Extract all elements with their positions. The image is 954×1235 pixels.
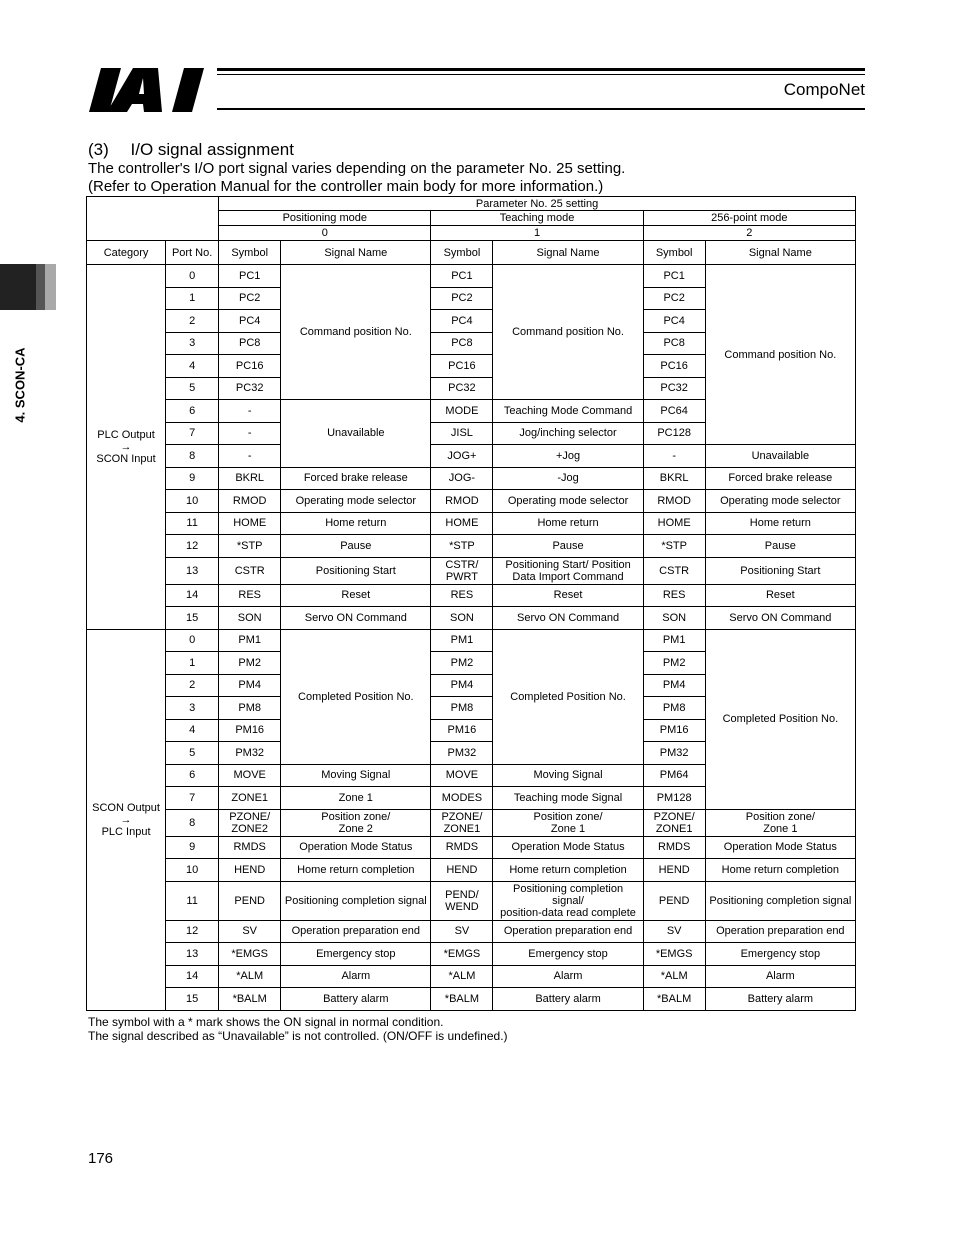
- signal-symbol: PC8: [431, 332, 493, 355]
- port-number: 14: [166, 584, 219, 607]
- mode-value: 1: [431, 226, 643, 241]
- signal-name: Operation Mode Status: [493, 836, 643, 859]
- signal-name: Servo ON Command: [281, 607, 431, 630]
- table-row: [87, 920, 856, 943]
- signal-name: Command position No.: [705, 265, 855, 445]
- header-blank: [87, 197, 219, 241]
- col-signal-name: Signal Name: [281, 241, 431, 265]
- signal-name: Emergency stop: [705, 943, 855, 966]
- param-header: Parameter No. 25 setting: [219, 197, 856, 211]
- signal-symbol: MOVE: [431, 764, 493, 787]
- port-number: 8: [166, 445, 219, 468]
- col-symbol: Symbol: [219, 241, 281, 265]
- io-signal-table: [86, 196, 856, 1011]
- chapter-tab-light: [45, 264, 56, 310]
- signal-name: Reset: [705, 584, 855, 607]
- category-text: →: [120, 440, 132, 453]
- signal-symbol: PM16: [219, 719, 281, 742]
- signal-name: Servo ON Command: [705, 607, 855, 630]
- col-port: Port No.: [166, 241, 219, 265]
- signal-symbol: SV: [219, 920, 281, 943]
- footnote-1: The symbol with a * mark shows the ON signal in normal condition.: [88, 1015, 444, 1029]
- signal-symbol: PC32: [219, 377, 281, 400]
- signal-name: Zone 1: [281, 787, 431, 810]
- signal-symbol: PM4: [431, 674, 493, 697]
- signal-symbol: PC4: [219, 310, 281, 333]
- signal-symbol: PC8: [643, 332, 705, 355]
- signal-symbol: BKRL: [219, 467, 281, 490]
- signal-symbol: RES: [643, 584, 705, 607]
- signal-symbol: PC32: [431, 377, 493, 400]
- signal-symbol: PM2: [219, 652, 281, 675]
- signal-symbol: -: [643, 445, 705, 468]
- signal-symbol: MOVE: [219, 764, 281, 787]
- signal-symbol: HEND: [643, 859, 705, 882]
- mode-value: 2: [643, 226, 855, 241]
- chapter-tab-mid: [36, 264, 45, 310]
- signal-symbol: PM16: [431, 719, 493, 742]
- signal-symbol: PM1: [219, 629, 281, 652]
- port-number: 3: [166, 697, 219, 720]
- signal-symbol: PM8: [219, 697, 281, 720]
- col-category: Category: [87, 241, 166, 265]
- signal-symbol: ZONE1: [219, 787, 281, 810]
- signal-name: Positioning Start: [705, 557, 855, 584]
- signal-symbol: JOG+: [431, 445, 493, 468]
- header-rule-thin: [217, 74, 865, 75]
- port-number: 10: [166, 490, 219, 513]
- signal-symbol: PZONE/ ZONE1: [643, 809, 705, 836]
- col-symbol: Symbol: [431, 241, 493, 265]
- mode-name: 256-point mode: [643, 211, 855, 226]
- signal-name: Forced brake release: [281, 467, 431, 490]
- signal-symbol: *STP: [643, 535, 705, 558]
- signal-symbol: PM2: [643, 652, 705, 675]
- port-number: 14: [166, 965, 219, 988]
- signal-symbol: BKRL: [643, 467, 705, 490]
- port-number: 2: [166, 310, 219, 333]
- signal-name: Operation preparation end: [705, 920, 855, 943]
- signal-symbol: SV: [643, 920, 705, 943]
- port-number: 1: [166, 287, 219, 310]
- signal-name: Operation preparation end: [493, 920, 643, 943]
- port-number: 15: [166, 607, 219, 630]
- port-number: 3: [166, 332, 219, 355]
- port-number: 5: [166, 377, 219, 400]
- signal-name: Jog/inching selector: [493, 422, 643, 445]
- port-number: 7: [166, 787, 219, 810]
- signal-symbol: PC2: [643, 287, 705, 310]
- signal-symbol: JOG-: [431, 467, 493, 490]
- table-row: [87, 490, 856, 513]
- table-row: [87, 965, 856, 988]
- category-text: SCON Output: [92, 801, 160, 814]
- port-number: 8: [166, 809, 219, 836]
- table-row: [87, 881, 856, 920]
- signal-symbol: *ALM: [643, 965, 705, 988]
- port-number: 5: [166, 742, 219, 765]
- signal-symbol: PC1: [643, 265, 705, 288]
- port-number: 4: [166, 355, 219, 378]
- signal-symbol: PEND: [643, 881, 705, 920]
- port-number: 0: [166, 265, 219, 288]
- signal-symbol: RMOD: [643, 490, 705, 513]
- signal-symbol: PM64: [643, 764, 705, 787]
- table-row: [87, 988, 856, 1011]
- signal-symbol: MODE: [431, 400, 493, 423]
- signal-name: Position zone/ Zone 1: [705, 809, 855, 836]
- port-number: 2: [166, 674, 219, 697]
- signal-name: Teaching Mode Command: [493, 400, 643, 423]
- signal-symbol: PC64: [643, 400, 705, 423]
- signal-name: Operating mode selector: [705, 490, 855, 513]
- category-scon-output: [87, 629, 166, 1010]
- signal-name: Pause: [705, 535, 855, 558]
- signal-name: +Jog: [493, 445, 643, 468]
- signal-name: Battery alarm: [281, 988, 431, 1011]
- signal-name: Operating mode selector: [281, 490, 431, 513]
- table-row: [87, 535, 856, 558]
- port-number: 11: [166, 881, 219, 920]
- port-number: 0: [166, 629, 219, 652]
- table-row: [87, 629, 856, 652]
- signal-name: Alarm: [281, 965, 431, 988]
- table-row: [87, 607, 856, 630]
- header-title: CompoNet: [783, 80, 865, 99]
- col-signal-name: Signal Name: [705, 241, 855, 265]
- signal-symbol: PM32: [219, 742, 281, 765]
- signal-symbol: RMDS: [431, 836, 493, 859]
- table-row: [87, 265, 856, 288]
- section-title: (3) I/O signal assignment: [88, 140, 294, 159]
- header-rule-top: [217, 68, 865, 71]
- signal-symbol: PC16: [219, 355, 281, 378]
- signal-symbol: PM32: [643, 742, 705, 765]
- port-number: 13: [166, 557, 219, 584]
- signal-name: Home return completion: [705, 859, 855, 882]
- signal-symbol: PM8: [431, 697, 493, 720]
- table-row: [87, 809, 856, 836]
- signal-name: Emergency stop: [493, 943, 643, 966]
- signal-symbol: HOME: [431, 512, 493, 535]
- signal-name: Positioning completion signal/ position-data read complete: [493, 881, 643, 920]
- signal-symbol: PM2: [431, 652, 493, 675]
- signal-symbol: SON: [219, 607, 281, 630]
- signal-name: Positioning completion signal: [281, 881, 431, 920]
- signal-name: Battery alarm: [493, 988, 643, 1011]
- signal-symbol: -: [219, 400, 281, 423]
- signal-name: Alarm: [493, 965, 643, 988]
- port-number: 12: [166, 920, 219, 943]
- signal-symbol: HOME: [643, 512, 705, 535]
- signal-symbol: PC1: [219, 265, 281, 288]
- signal-symbol: PC4: [431, 310, 493, 333]
- signal-symbol: -: [219, 422, 281, 445]
- signal-name: Completed Position No.: [705, 629, 855, 809]
- signal-name: Completed Position No.: [281, 629, 431, 764]
- signal-symbol: SON: [431, 607, 493, 630]
- signal-symbol: SON: [643, 607, 705, 630]
- signal-name: Home return: [281, 512, 431, 535]
- signal-symbol: *STP: [431, 535, 493, 558]
- signal-name: -Jog: [493, 467, 643, 490]
- signal-symbol: PM16: [643, 719, 705, 742]
- signal-symbol: PM8: [643, 697, 705, 720]
- signal-symbol: *STP: [219, 535, 281, 558]
- signal-symbol: RMOD: [219, 490, 281, 513]
- signal-name: Teaching mode Signal: [493, 787, 643, 810]
- port-number: 10: [166, 859, 219, 882]
- signal-name: Operating mode selector: [493, 490, 643, 513]
- signal-name: Command position No.: [493, 265, 643, 400]
- signal-symbol: *BALM: [219, 988, 281, 1011]
- table-row: [87, 467, 856, 490]
- signal-name: Position zone/ Zone 2: [281, 809, 431, 836]
- signal-symbol: *ALM: [219, 965, 281, 988]
- signal-symbol: PC2: [431, 287, 493, 310]
- signal-name: Command position No.: [281, 265, 431, 400]
- signal-symbol: PEND/ WEND: [431, 881, 493, 920]
- table-row: [87, 241, 856, 265]
- port-number: 15: [166, 988, 219, 1011]
- category-text: PLC Input: [101, 825, 151, 838]
- signal-symbol: PM1: [431, 629, 493, 652]
- signal-name: Pause: [281, 535, 431, 558]
- signal-symbol: PC128: [643, 422, 705, 445]
- intro-line-2: (Refer to Operation Manual for the controller main body for more information.): [88, 178, 604, 195]
- page-number: 176: [88, 1150, 114, 1167]
- signal-symbol: JISL: [431, 422, 493, 445]
- signal-name: Reset: [281, 584, 431, 607]
- chapter-label: 4. SCON-CA: [12, 347, 28, 423]
- signal-name: Unavailable: [705, 445, 855, 468]
- signal-symbol: PZONE/ ZONE1: [431, 809, 493, 836]
- signal-symbol: *ALM: [431, 965, 493, 988]
- signal-symbol: RMDS: [219, 836, 281, 859]
- signal-symbol: CSTR: [643, 557, 705, 584]
- signal-name: Positioning Start: [281, 557, 431, 584]
- signal-name: Operation Mode Status: [281, 836, 431, 859]
- signal-name: Positioning completion signal: [705, 881, 855, 920]
- signal-name: Forced brake release: [705, 467, 855, 490]
- mode-value: 0: [219, 226, 431, 241]
- port-number: 7: [166, 422, 219, 445]
- col-symbol: Symbol: [643, 241, 705, 265]
- port-number: 1: [166, 652, 219, 675]
- table-row: [87, 445, 856, 468]
- iai-logo: [88, 68, 212, 114]
- signal-symbol: RMOD: [431, 490, 493, 513]
- signal-symbol: PM32: [431, 742, 493, 765]
- footnote-2: The signal described as “Unavailable” is not controlled. (ON/OFF is undefined.): [88, 1029, 508, 1043]
- table-row: [87, 512, 856, 535]
- signal-name: Operation preparation end: [281, 920, 431, 943]
- header-rule-bottom: [217, 108, 865, 110]
- category-text: PLC Output: [97, 428, 155, 441]
- signal-symbol: RES: [431, 584, 493, 607]
- signal-symbol: PC4: [643, 310, 705, 333]
- signal-name: Battery alarm: [705, 988, 855, 1011]
- signal-name: Servo ON Command: [493, 607, 643, 630]
- signal-name: Emergency stop: [281, 943, 431, 966]
- chapter-tab-dark: [0, 264, 36, 310]
- signal-symbol: PC2: [219, 287, 281, 310]
- category-text: SCON Input: [96, 452, 156, 465]
- port-number: 9: [166, 467, 219, 490]
- signal-name: Moving Signal: [493, 764, 643, 787]
- signal-name: Position zone/ Zone 1: [493, 809, 643, 836]
- category-text: →: [120, 813, 132, 826]
- signal-symbol: HEND: [431, 859, 493, 882]
- category-plc-output: [87, 265, 166, 630]
- port-number: 12: [166, 535, 219, 558]
- signal-symbol: PZONE/ ZONE2: [219, 809, 281, 836]
- intro-line-1: The controller's I/O port signal varies depending on the parameter No. 25 setting.: [88, 160, 626, 177]
- signal-name: Unavailable: [281, 400, 431, 468]
- table-row: [87, 584, 856, 607]
- signal-symbol: PC16: [643, 355, 705, 378]
- signal-symbol: *EMGS: [643, 943, 705, 966]
- port-number: 11: [166, 512, 219, 535]
- signal-name: Home return: [493, 512, 643, 535]
- signal-symbol: PM4: [219, 674, 281, 697]
- port-number: 13: [166, 943, 219, 966]
- signal-symbol: PM128: [643, 787, 705, 810]
- table-row: [87, 836, 856, 859]
- port-number: 6: [166, 400, 219, 423]
- signal-symbol: *EMGS: [431, 943, 493, 966]
- mode-name: Teaching mode: [431, 211, 643, 226]
- signal-name: Pause: [493, 535, 643, 558]
- col-signal-name: Signal Name: [493, 241, 643, 265]
- table-row: [87, 943, 856, 966]
- signal-symbol: CSTR: [219, 557, 281, 584]
- signal-symbol: PC1: [431, 265, 493, 288]
- signal-symbol: HEND: [219, 859, 281, 882]
- signal-symbol: *EMGS: [219, 943, 281, 966]
- signal-name: Operation Mode Status: [705, 836, 855, 859]
- signal-symbol: -: [219, 445, 281, 468]
- table-row: [87, 859, 856, 882]
- signal-name: Moving Signal: [281, 764, 431, 787]
- signal-name: Home return completion: [493, 859, 643, 882]
- signal-symbol: RES: [219, 584, 281, 607]
- signal-symbol: PM4: [643, 674, 705, 697]
- signal-name: Alarm: [705, 965, 855, 988]
- signal-symbol: *BALM: [643, 988, 705, 1011]
- signal-symbol: *BALM: [431, 988, 493, 1011]
- signal-name: Reset: [493, 584, 643, 607]
- signal-symbol: HOME: [219, 512, 281, 535]
- port-number: 9: [166, 836, 219, 859]
- signal-symbol: PC8: [219, 332, 281, 355]
- signal-symbol: RMDS: [643, 836, 705, 859]
- signal-symbol: PEND: [219, 881, 281, 920]
- signal-symbol: SV: [431, 920, 493, 943]
- signal-name: Home return completion: [281, 859, 431, 882]
- signal-symbol: PC32: [643, 377, 705, 400]
- table-row: [87, 197, 856, 211]
- port-number: 4: [166, 719, 219, 742]
- signal-symbol: CSTR/ PWRT: [431, 557, 493, 584]
- signal-name: Completed Position No.: [493, 629, 643, 764]
- signal-symbol: MODES: [431, 787, 493, 810]
- signal-name: Positioning Start/ Position Data Import Command: [493, 557, 643, 584]
- mode-name: Positioning mode: [219, 211, 431, 226]
- signal-symbol: PC16: [431, 355, 493, 378]
- table-row: [87, 557, 856, 584]
- signal-name: Home return: [705, 512, 855, 535]
- signal-symbol: PM1: [643, 629, 705, 652]
- port-number: 6: [166, 764, 219, 787]
